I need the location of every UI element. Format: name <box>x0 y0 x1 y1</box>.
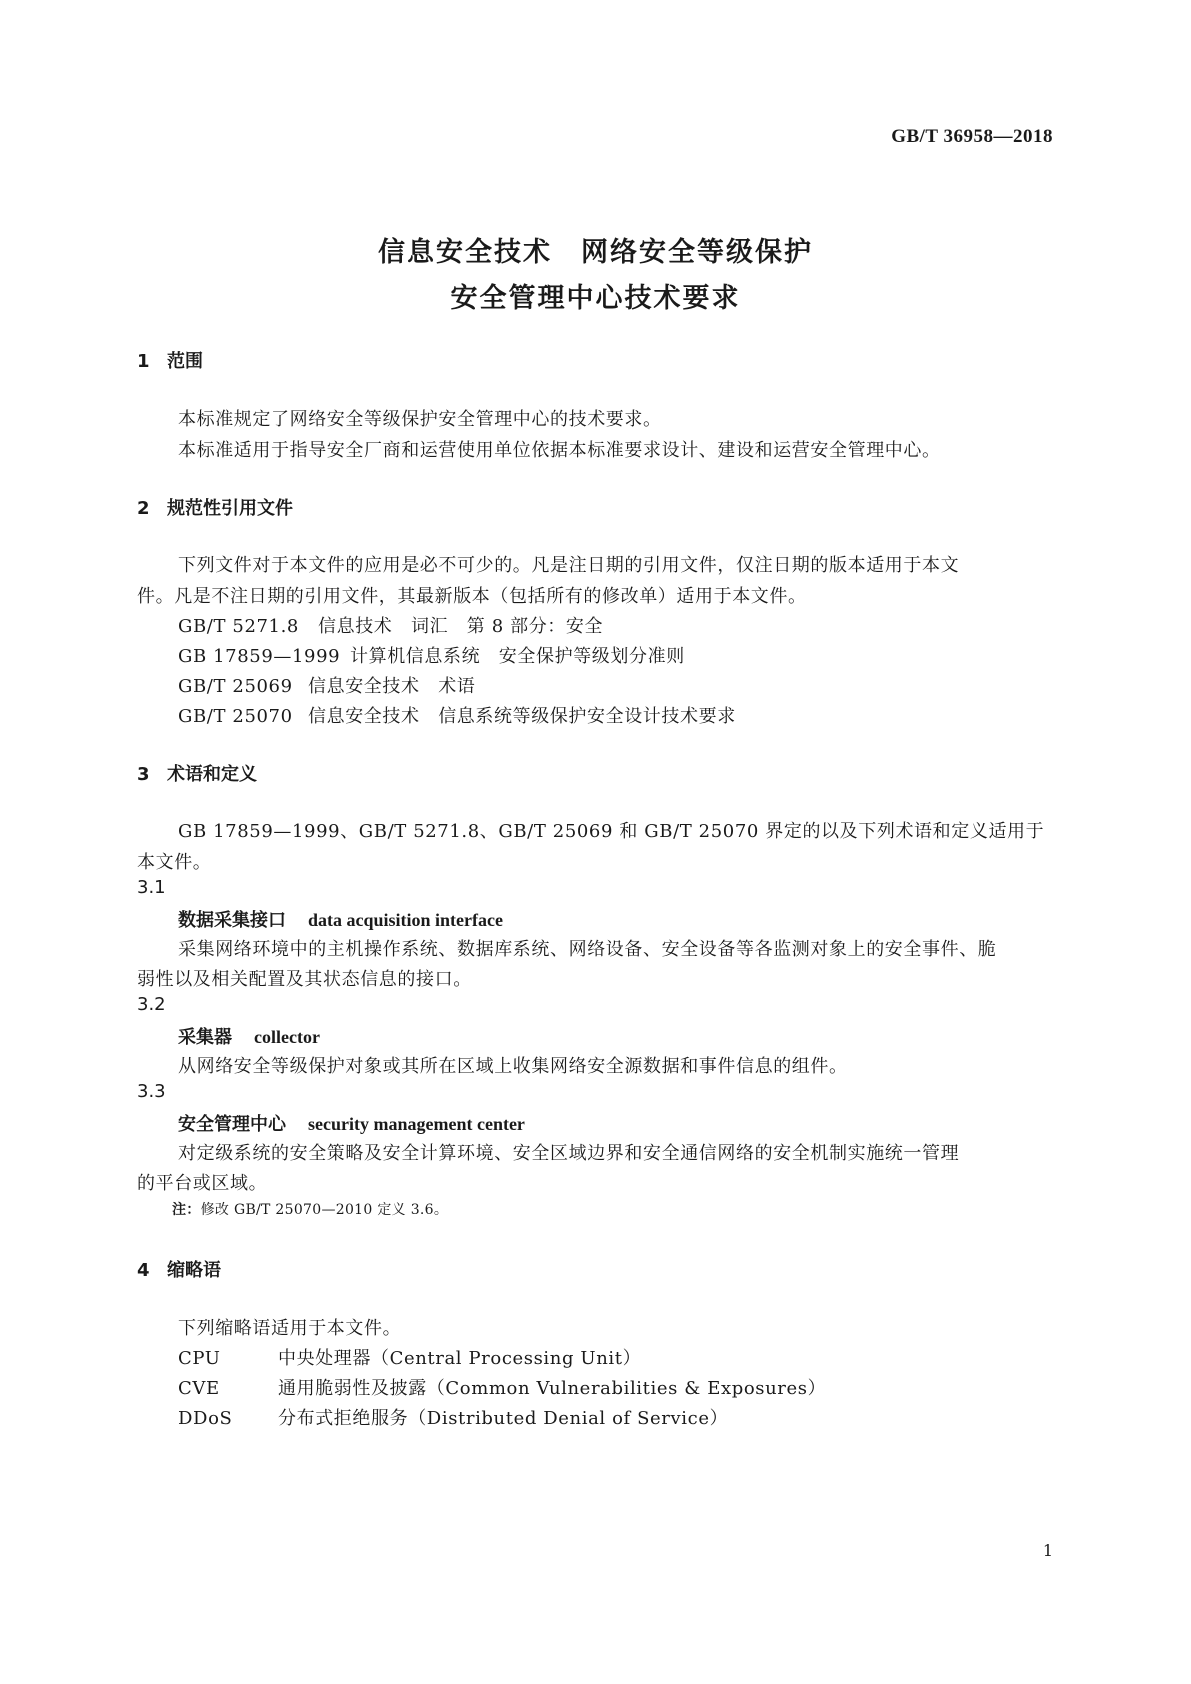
term-en: data acquisition interface <box>308 910 503 930</box>
reference-title: 信息安全技术 信息系统等级保护安全设计技术要求 <box>308 706 736 727</box>
term-number: 3.1 <box>137 877 166 898</box>
document-title-line2: 安全管理中心技术要求 <box>450 283 741 314</box>
term-number: 3.3 <box>137 1081 166 1102</box>
section-number: 2 <box>137 498 150 519</box>
section-title: 术语和定义 <box>167 764 257 785</box>
abbreviation-item <box>178 1404 728 1430</box>
term-heading <box>178 906 503 932</box>
abbreviation-code: CVE <box>178 1378 220 1399</box>
term-note <box>172 1199 448 1219</box>
reference-title: 信息安全技术 术语 <box>308 676 476 697</box>
term-definition: 的平台或区域。 <box>137 1173 268 1194</box>
abbreviation-meaning: 中央处理器（Central Processing Unit） <box>278 1348 642 1369</box>
note-label: 注： <box>172 1202 201 1218</box>
reference-item <box>178 672 475 698</box>
reference-code: GB/T 5271.8 <box>178 616 299 637</box>
term-en: collector <box>254 1027 320 1047</box>
section-number: 1 <box>137 351 150 372</box>
section-1-heading <box>137 347 203 373</box>
paragraph: 本标准规定了网络安全等级保护安全管理中心的技术要求。 <box>178 409 662 430</box>
section-number: 3 <box>137 764 150 785</box>
section-title: 范围 <box>167 351 203 372</box>
abbreviation-meaning: 分布式拒绝服务（Distributed Denial of Service） <box>278 1408 729 1429</box>
term-zh: 采集器 <box>178 1027 232 1048</box>
abbreviation-meaning: 通用脆弱性及披露（Common Vulnerabilities & Exposures） <box>278 1378 827 1399</box>
reference-code: GB/T 25069 <box>178 676 293 697</box>
term-heading <box>178 1023 320 1049</box>
abbreviation-code: CPU <box>178 1348 221 1369</box>
section-title: 缩略语 <box>167 1260 221 1281</box>
paragraph: 下列文件对于本文件的应用是必不可少的。凡是注日期的引用文件，仅注日期的版本适用于本文 <box>178 555 960 576</box>
paragraph: 本文件。 <box>137 852 212 873</box>
note-text: 修改 GB/T 25070—2010 定义 3.6。 <box>200 1202 449 1218</box>
term-zh: 数据采集接口 <box>178 910 286 931</box>
section-3-heading <box>137 760 257 786</box>
term-heading <box>178 1110 525 1136</box>
term-definition: 对定级系统的安全策略及安全计算环境、安全区域边界和安全通信网络的安全机制实施统一管理 <box>178 1143 960 1164</box>
reference-item <box>178 612 603 638</box>
reference-item <box>178 642 685 668</box>
reference-title: 计算机信息系统 安全保护等级划分准则 <box>350 646 685 667</box>
section-number: 4 <box>137 1260 150 1281</box>
reference-item <box>178 702 736 728</box>
reference-code: GB/T 25070 <box>178 706 293 727</box>
paragraph: GB 17859—1999、GB/T 5271.8、GB/T 25069 和 GB/T 25070 界定的以及下列术语和定义适用于 <box>178 821 1045 842</box>
paragraph: 本标准适用于指导安全厂商和运营使用单位依据本标准要求设计、建设和运营安全管理中心。 <box>178 440 941 461</box>
term-en: security management center <box>308 1114 525 1134</box>
reference-title: 信息技术 词汇 第 8 部分：安全 <box>318 616 604 637</box>
section-2-heading <box>137 494 293 520</box>
abbreviation-code: DDoS <box>178 1408 233 1429</box>
abbreviation-item <box>178 1374 826 1400</box>
abbreviation-item <box>178 1344 641 1370</box>
page-number: 1 <box>1042 1541 1053 1560</box>
document-title-line1: 信息安全技术 网络安全等级保护 <box>378 237 813 268</box>
section-title: 规范性引用文件 <box>167 498 293 519</box>
term-definition: 从网络安全等级保护对象或其所在区域上收集网络安全源数据和事件信息的组件。 <box>178 1056 848 1077</box>
term-definition: 弱性以及相关配置及其状态信息的接口。 <box>137 969 472 990</box>
paragraph: 下列缩略语适用于本文件。 <box>178 1318 402 1339</box>
standard-number: GB/T 36958—2018 <box>891 126 1053 147</box>
paragraph: 件。凡是不注日期的引用文件，其最新版本（包括所有的修改单）适用于本文件。 <box>137 586 807 607</box>
term-definition: 采集网络环境中的主机操作系统、数据库系统、网络设备、安全设备等各监测对象上的安全事件、脆 <box>178 939 997 960</box>
section-4-heading <box>137 1256 221 1282</box>
term-number: 3.2 <box>137 994 166 1015</box>
reference-code: GB 17859—1999 <box>178 646 341 667</box>
term-zh: 安全管理中心 <box>178 1114 286 1135</box>
